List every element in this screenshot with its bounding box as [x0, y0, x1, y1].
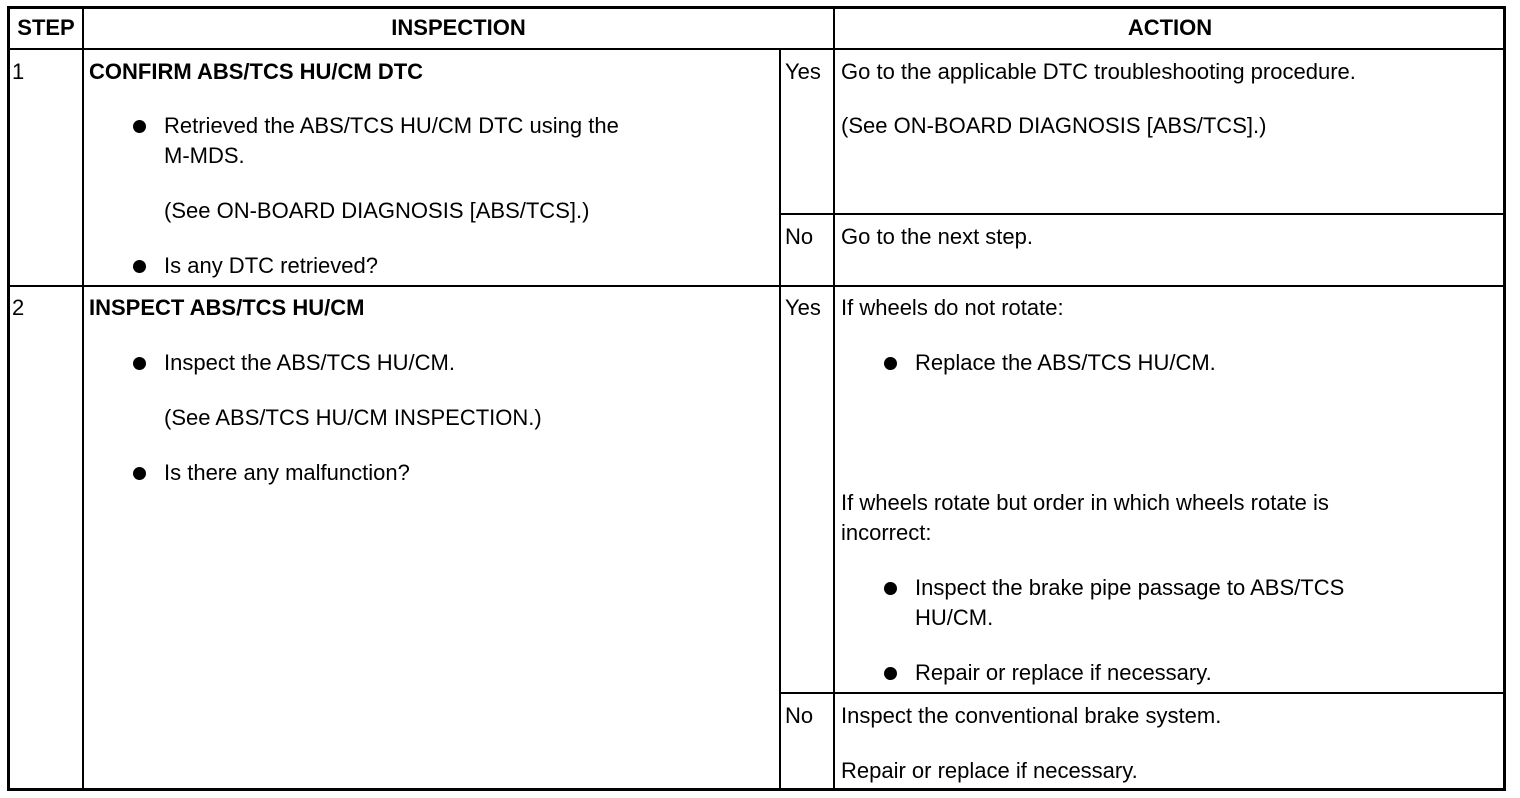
- divider-header: [8, 48, 1505, 50]
- header-action: ACTION: [1127, 15, 1213, 40]
- step-number-1: 1: [12, 59, 25, 84]
- bullet-icon: [133, 260, 146, 273]
- header-inspection: INSPECTION: [391, 15, 526, 40]
- step1-yes-action-line1: Go to the applicable DTC troubleshooting procedure.: [841, 59, 1356, 84]
- step1-yes-label: Yes: [785, 59, 821, 84]
- header-step: STEP: [17, 15, 75, 40]
- step1-no-action: Go to the next step.: [841, 224, 1034, 249]
- step2-yes-condition2-line2: incorrect:: [841, 520, 932, 545]
- step2-yes-bullet2-line1: Inspect the brake pipe passage to ABS/TCS: [915, 575, 1345, 600]
- step2-yes-bullet3: Repair or replace if necessary.: [915, 660, 1212, 685]
- divider-inspection-yesno: [779, 48, 781, 790]
- bullet-icon: [133, 467, 146, 480]
- step1-title: CONFIRM ABS/TCS HU/CM DTC: [89, 59, 424, 84]
- step1-no-label: No: [785, 224, 814, 249]
- divider-inspection-action: [833, 8, 835, 790]
- bullet-icon: [884, 357, 897, 370]
- step1-yes-action-line2: (See ON-BOARD DIAGNOSIS [ABS/TCS].): [841, 113, 1267, 138]
- step1-bullet1-line1: Retrieved the ABS/TCS HU/CM DTC using the: [164, 113, 619, 138]
- step2-reference: (See ABS/TCS HU/CM INSPECTION.): [164, 405, 542, 430]
- step2-bullet2: Is there any malfunction?: [164, 460, 410, 485]
- step2-title: INSPECT ABS/TCS HU/CM: [89, 295, 365, 320]
- step2-yes-bullet2-line2: HU/CM.: [915, 605, 994, 630]
- step2-no-action-line2: Repair or replace if necessary.: [841, 758, 1138, 783]
- step2-no-action-line1: Inspect the conventional brake system.: [841, 703, 1222, 728]
- step1-bullet2: Is any DTC retrieved?: [164, 253, 378, 278]
- step2-bullet1: Inspect the ABS/TCS HU/CM.: [164, 350, 455, 375]
- bullet-icon: [133, 120, 146, 133]
- bullet-icon: [133, 357, 146, 370]
- bullet-icon: [884, 667, 897, 680]
- divider-row1-yes-no: [779, 213, 1505, 215]
- step2-yes-condition2-line1: If wheels rotate but order in which wheels rotate is: [841, 490, 1329, 515]
- divider-row1-row2: [8, 285, 1505, 287]
- divider-step-inspection: [82, 8, 84, 790]
- step1-bullet1-line2: M-MDS.: [164, 143, 245, 168]
- step1-reference: (See ON-BOARD DIAGNOSIS [ABS/TCS].): [164, 198, 590, 223]
- divider-row2-yes-no: [779, 692, 1505, 694]
- step2-yes-label: Yes: [785, 295, 821, 320]
- step2-yes-condition1: If wheels do not rotate:: [841, 295, 1064, 320]
- step2-no-label: No: [785, 703, 814, 728]
- step-number-2: 2: [12, 295, 25, 320]
- step2-yes-bullet1: Replace the ABS/TCS HU/CM.: [915, 350, 1216, 375]
- bullet-icon: [884, 582, 897, 595]
